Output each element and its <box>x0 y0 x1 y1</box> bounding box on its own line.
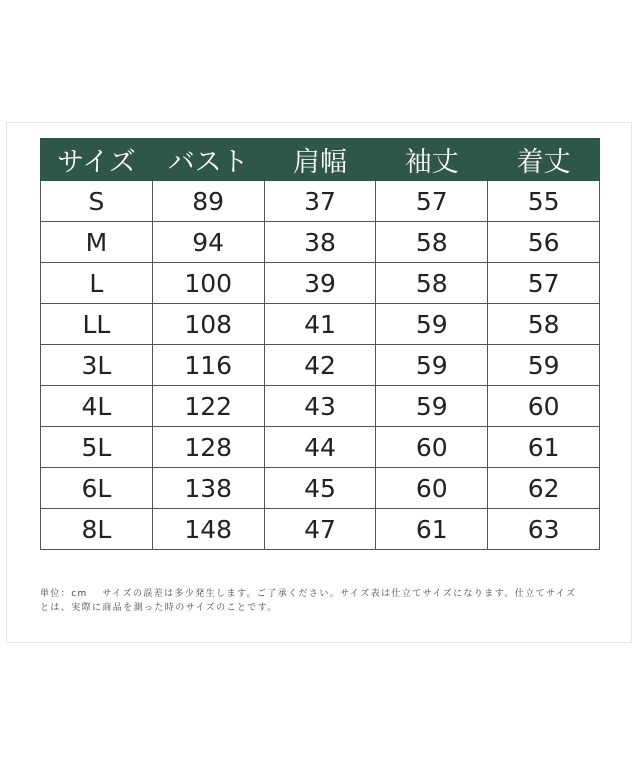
cell-sleeve: 58 <box>376 222 488 263</box>
header-body-length: 着丈 <box>488 139 600 181</box>
cell-size: S <box>41 181 153 222</box>
cell-length: 56 <box>488 222 600 263</box>
table-row <box>41 386 600 427</box>
cell-shoulder: 41 <box>264 304 376 345</box>
cell-shoulder: 39 <box>264 263 376 304</box>
note-line-2: とは、実際に商品を測った時のサイズのことです。 <box>40 603 278 613</box>
cell-size: L <box>41 263 153 304</box>
cell-sleeve: 60 <box>376 427 488 468</box>
cell-length: 62 <box>488 468 600 509</box>
cell-size: 3L <box>41 345 153 386</box>
cell-shoulder: 42 <box>264 345 376 386</box>
cell-length: 57 <box>488 263 600 304</box>
cell-size: LL <box>41 304 153 345</box>
cell-size: 6L <box>41 468 153 509</box>
header-sleeve-length: 袖丈 <box>376 139 488 181</box>
header-row <box>41 139 600 181</box>
cell-bust: 89 <box>152 181 264 222</box>
cell-bust: 148 <box>152 509 264 550</box>
cell-shoulder: 44 <box>264 427 376 468</box>
header-size: サイズ <box>41 139 153 181</box>
cell-size: 5L <box>41 427 153 468</box>
cell-length: 58 <box>488 304 600 345</box>
cell-shoulder: 38 <box>264 222 376 263</box>
cell-shoulder: 37 <box>264 181 376 222</box>
cell-length: 60 <box>488 386 600 427</box>
cell-length: 61 <box>488 427 600 468</box>
table-row <box>41 427 600 468</box>
table-row <box>41 263 600 304</box>
cell-sleeve: 60 <box>376 468 488 509</box>
cell-size: M <box>41 222 153 263</box>
cell-bust: 138 <box>152 468 264 509</box>
header-bust: バスト <box>152 139 264 181</box>
cell-bust: 100 <box>152 263 264 304</box>
table-row <box>41 468 600 509</box>
table-row <box>41 509 600 550</box>
cell-sleeve: 59 <box>376 345 488 386</box>
cell-bust: 108 <box>152 304 264 345</box>
cell-shoulder: 43 <box>264 386 376 427</box>
cell-shoulder: 47 <box>264 509 376 550</box>
size-note <box>40 587 604 615</box>
table-row <box>41 222 600 263</box>
table-header <box>41 139 600 181</box>
cell-size: 4L <box>41 386 153 427</box>
size-chart-table <box>40 138 600 550</box>
cell-length: 55 <box>488 181 600 222</box>
cell-size: 8L <box>41 509 153 550</box>
cell-length: 59 <box>488 345 600 386</box>
note-line-1: 単位：cm サイズの誤差は多少発生します。ご了承ください。サイズ表は仕立てサイズになります。仕立てサイズ <box>40 589 577 599</box>
table-row <box>41 345 600 386</box>
cell-sleeve: 59 <box>376 304 488 345</box>
table-body <box>41 181 600 550</box>
cell-length: 63 <box>488 509 600 550</box>
cell-sleeve: 59 <box>376 386 488 427</box>
cell-bust: 128 <box>152 427 264 468</box>
cell-sleeve: 61 <box>376 509 488 550</box>
cell-bust: 122 <box>152 386 264 427</box>
header-shoulder-width: 肩幅 <box>264 139 376 181</box>
cell-sleeve: 57 <box>376 181 488 222</box>
table-row <box>41 304 600 345</box>
cell-bust: 94 <box>152 222 264 263</box>
cell-sleeve: 58 <box>376 263 488 304</box>
cell-bust: 116 <box>152 345 264 386</box>
cell-shoulder: 45 <box>264 468 376 509</box>
table-row <box>41 181 600 222</box>
